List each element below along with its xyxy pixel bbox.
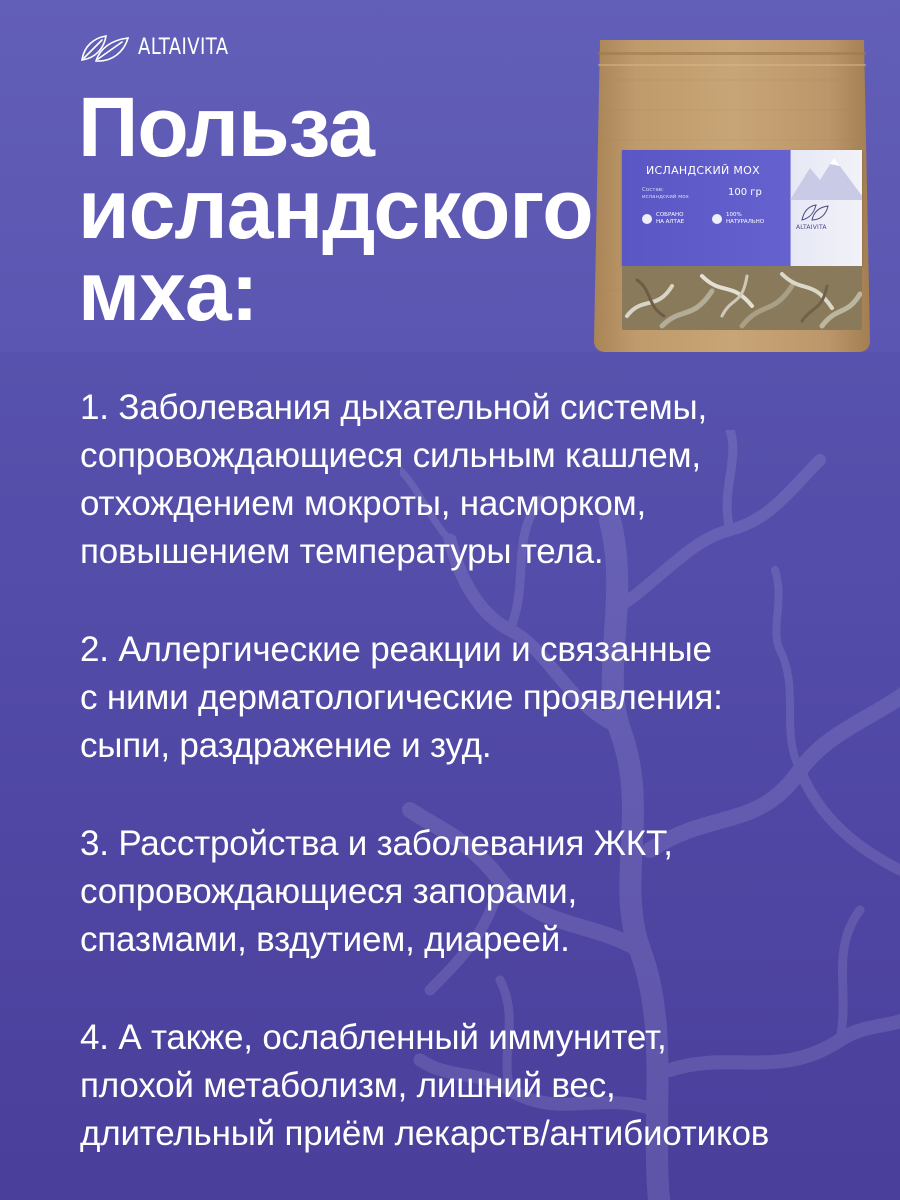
benefit-line: с ними дерматологические проявления: [80,678,723,717]
badge-altai [642,212,684,226]
mountain-icon [790,150,862,200]
badge-text: 100% НАТУРАЛЬНО [726,212,765,225]
benefit-line: плохой метаболизм, лишний вес, [80,1066,616,1105]
product-label [622,150,862,266]
product-package-image [592,40,872,352]
benefit-line: сопровождающиеся запорами, [80,872,578,911]
leaf-icon [800,202,830,222]
title-line: исландского [78,162,593,256]
benefit-line: отхождением мокроты, насморком, [80,484,647,523]
product-name: ИСЛАНДСКИЙ МОХ [646,164,760,177]
brand-logo [80,30,248,66]
benefit-line: спазмами, вздутием, диареей. [80,920,570,959]
title-line: мха: [78,244,258,338]
product-weight: 100 гр [728,187,762,198]
product-brand: ALTAIVITA [796,224,827,231]
leaf-icon [80,30,132,66]
badge-natural [712,212,764,226]
benefit-line: сопровождающиеся сильным кашлем, [80,436,701,475]
benefit-line: 3. Расстройства и заболевания ЖКТ, [80,824,673,863]
benefit-line: 2. Аллергические реакции и связанные [80,630,712,669]
benefit-line: повышением температуры тела. [80,532,604,571]
benefit-item [80,626,880,770]
moss-window [622,266,862,330]
brand-name: ALTAIVITA [138,35,229,60]
benefit-line: 1. Заболевания дыхательной системы, [80,388,708,427]
title-line: Польза [78,80,374,174]
benefits-list [80,384,880,1200]
benefit-line: 4. А также, ослабленный иммунитет, [80,1018,667,1057]
badge-text: СОБРАНО НА АЛТАЕ [656,212,685,225]
benefit-line: длительный приём лекарств/антибиотиков [80,1114,770,1153]
mountain-icon [642,214,652,224]
benefit-line: сыпи, раздражение и зуд. [80,726,492,765]
leaf-icon [712,214,722,224]
product-composition: Состав: исландский мох [642,187,689,200]
benefit-item [80,1014,880,1158]
benefit-item [80,384,880,576]
benefit-item [80,820,880,964]
page-title [78,80,593,338]
